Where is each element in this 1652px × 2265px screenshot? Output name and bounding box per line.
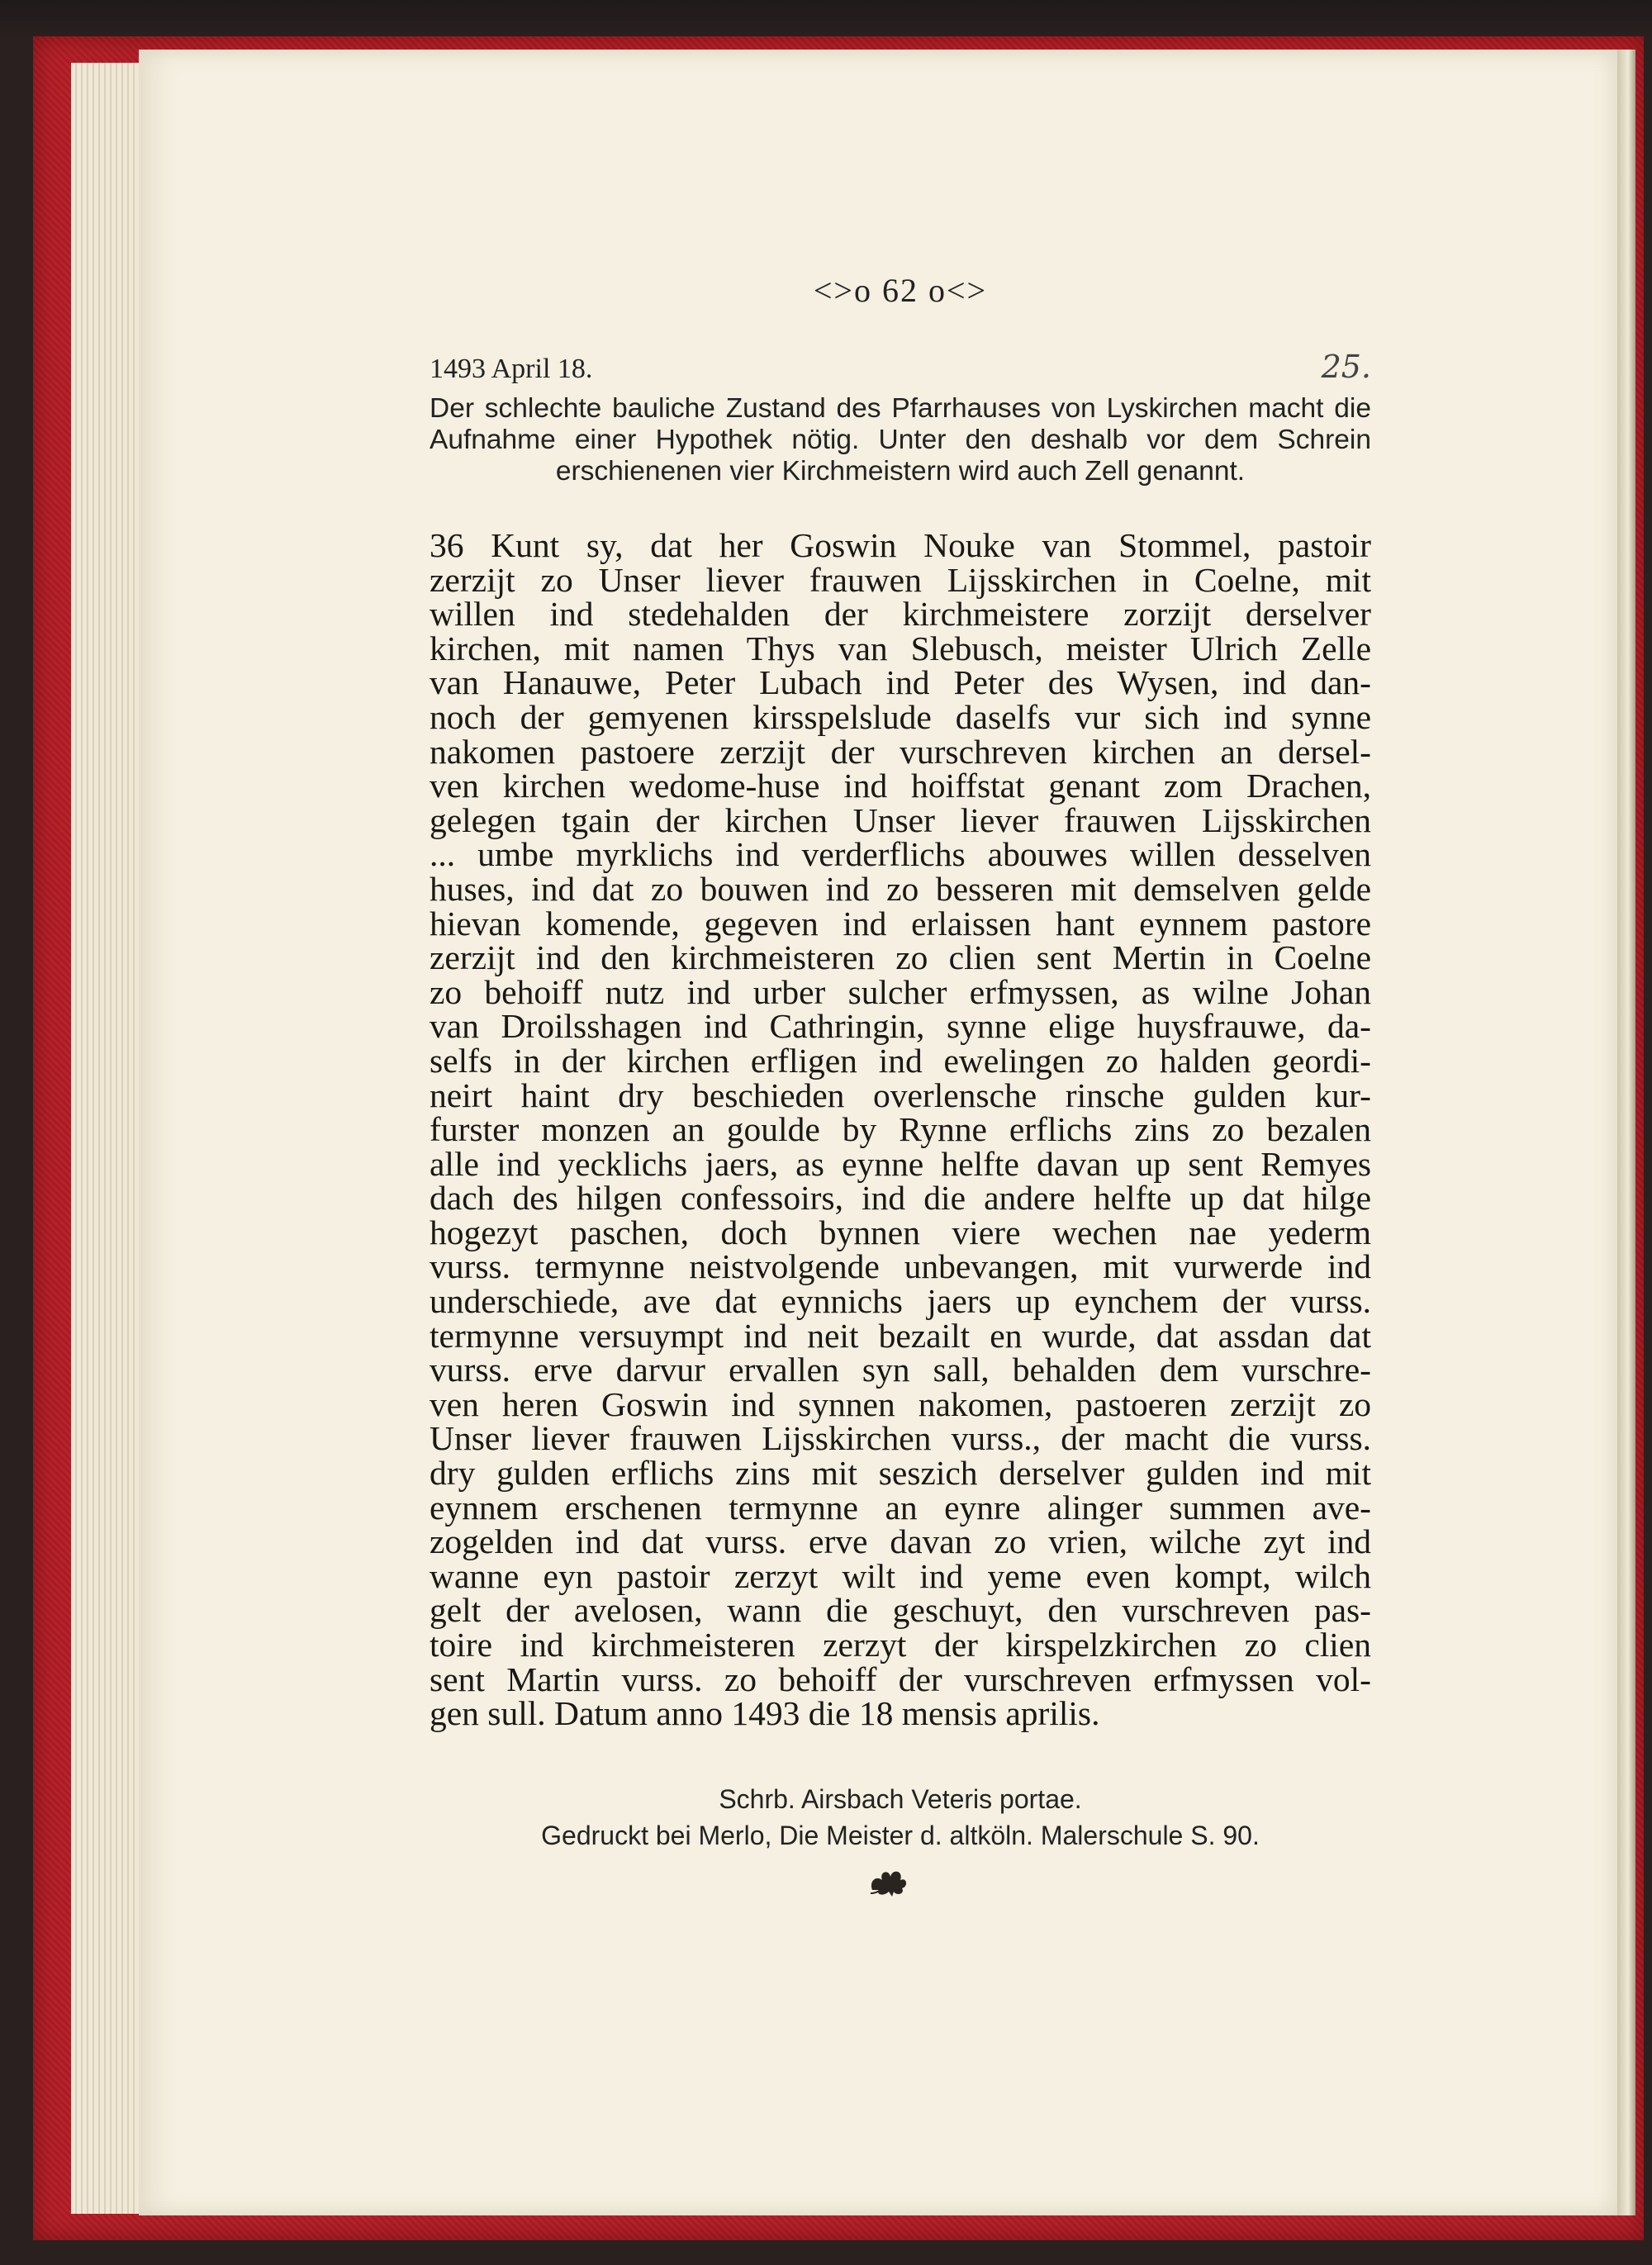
summary-paragraph: Der schlechte bauliche Zustand des Pfarrhauses von Lyskirchen macht die Aufnahme einer Hypothek nötig. Unter den deshalb vor dem Schrein erschienenen vier Kirchmeistern wird auch Zell genannt. [430,393,1371,487]
body-line: ... umbe myrklichs ind verderflichs abouwes willen desselven [430,835,1371,874]
source-line-archive: Schrb. Airsbach Veteris portae. [719,1784,1082,1814]
body-line: underschiede, ave dat eynnichs jaers up eynchem der vurss. [430,1282,1371,1321]
body-line: dach des hilgen confessoirs, ind die andere helfte up dat hilge [430,1179,1371,1218]
source-note [430,1781,1371,1854]
page-edges [71,63,145,2214]
body-line: van Hanauwe, Peter Lubach ind Peter des Wysen, ind dan- [430,663,1371,702]
document-date: 1493 April 18. [430,354,593,384]
body-line: zo behoiff nutz ind urber sulcher erfmyssen, as wilne Johan [430,972,1371,1011]
body-line: noch der gemyenen kirsspelslude daselfs vur sich ind synne [430,697,1371,736]
fleuron-icon [867,1865,909,1898]
body-line: kirchen, mit namen Thys van Slebusch, meister Ulrich Zelle [430,629,1371,667]
body-line: neirt haint dry beschieden overlensche rinsche gulden kur- [430,1076,1371,1114]
body-line: vurss. termynne neistvolgende unbevangen, mit vurwerde ind [430,1247,1371,1286]
body-line: 36 Kunt sy, dat her Goswin Nouke van Stommel, pastoir [430,526,1371,564]
body-line: furster monzen an goulde by Rynne erflichs zins zo bezalen [430,1110,1371,1149]
body-line: dry gulden erflichs zins mit seszich derselver gulden ind mit [430,1454,1371,1493]
body-line: ven heren Goswin ind synnen nakomen, pastoeren zerzijt zo [430,1384,1371,1423]
body-line: sent Martin vurss. zo behoiff der vurschreven erfmyssen vol- [430,1660,1371,1698]
body-line: nakomen pastoere zerzijt der vurschreven kirchen an dersel- [430,732,1371,771]
body-line: selfs in der kirchen erfligen ind ewelingen zo halden geordi- [430,1041,1371,1080]
body-line: gelegen tgain der kirchen Unser liever frauwen Lijsskirchen [430,800,1371,839]
body-line: zogelden ind dat vurss. erve davan zo vrien, wilche zyt ind [430,1522,1371,1561]
date-line [430,349,1371,395]
body-line: hievan komende, gegeven ind erlaissen hant eynnem pastore [430,904,1371,943]
body-line: eynnem erschenen termynne an eynre alinger summen ave- [430,1488,1371,1527]
body-line: ven kirchen wedome-huse ind hoiffstat genant zom Drachen, [430,767,1371,805]
scan-background [0,0,1652,40]
body-line: gelt der avelosen, wann die geschuyt, den vurschreven pas- [430,1591,1371,1630]
body-line: toire ind kirchmeisteren zerzyt der kirspelzkirchen zo clien [430,1626,1371,1664]
body-line: van Droilsshagen ind Cathringin, synne elige huysfrauwe, da- [430,1007,1371,1046]
body-line: vurss. erve darvur ervallen syn sall, behalden dem vurschre- [430,1351,1371,1389]
page-gutter [1617,50,1635,2215]
body-line: Unser liever frauwen Lijsskirchen vurss., der macht die vurss. [430,1419,1371,1458]
body-line: willen ind stedehalden der kirchmeistere zorzijt derselver [430,595,1371,634]
body-line: alle ind yecklichs jaers, as eynne helfte davan up sent Remyes [430,1144,1371,1183]
body-line: huses, ind dat zo bouwen ind zo besseren mit demselven gelde [430,869,1371,908]
body-line: zerzijt zo Unser liever frauwen Lijsskirchen in Coelne, mit [430,560,1371,599]
body-line: wanne eyn pastoir zerzyt wilt ind yeme even kompt, wilch [430,1556,1371,1595]
body-line: gen sull. Datum anno 1493 die 18 mensis aprilis. [430,1694,1100,1733]
body-line: zerzijt ind den kirchmeisteren zo clien sent Mertin in Coelne [430,938,1371,977]
source-line-print: Gedruckt bei Merlo, Die Meister d. altköln. Malerschule S. 90. [541,1821,1260,1850]
body-line: termynne versuympt ind neit bezailt en wurde, dat assdan dat [430,1316,1371,1355]
margin-note: 25. [1321,349,1371,385]
document-body [430,526,1371,1733]
body-line: hogezyt paschen, doch bynnen viere wechen nae yederm [430,1213,1371,1251]
page-number-header: <>o 62 o<> [813,272,988,309]
